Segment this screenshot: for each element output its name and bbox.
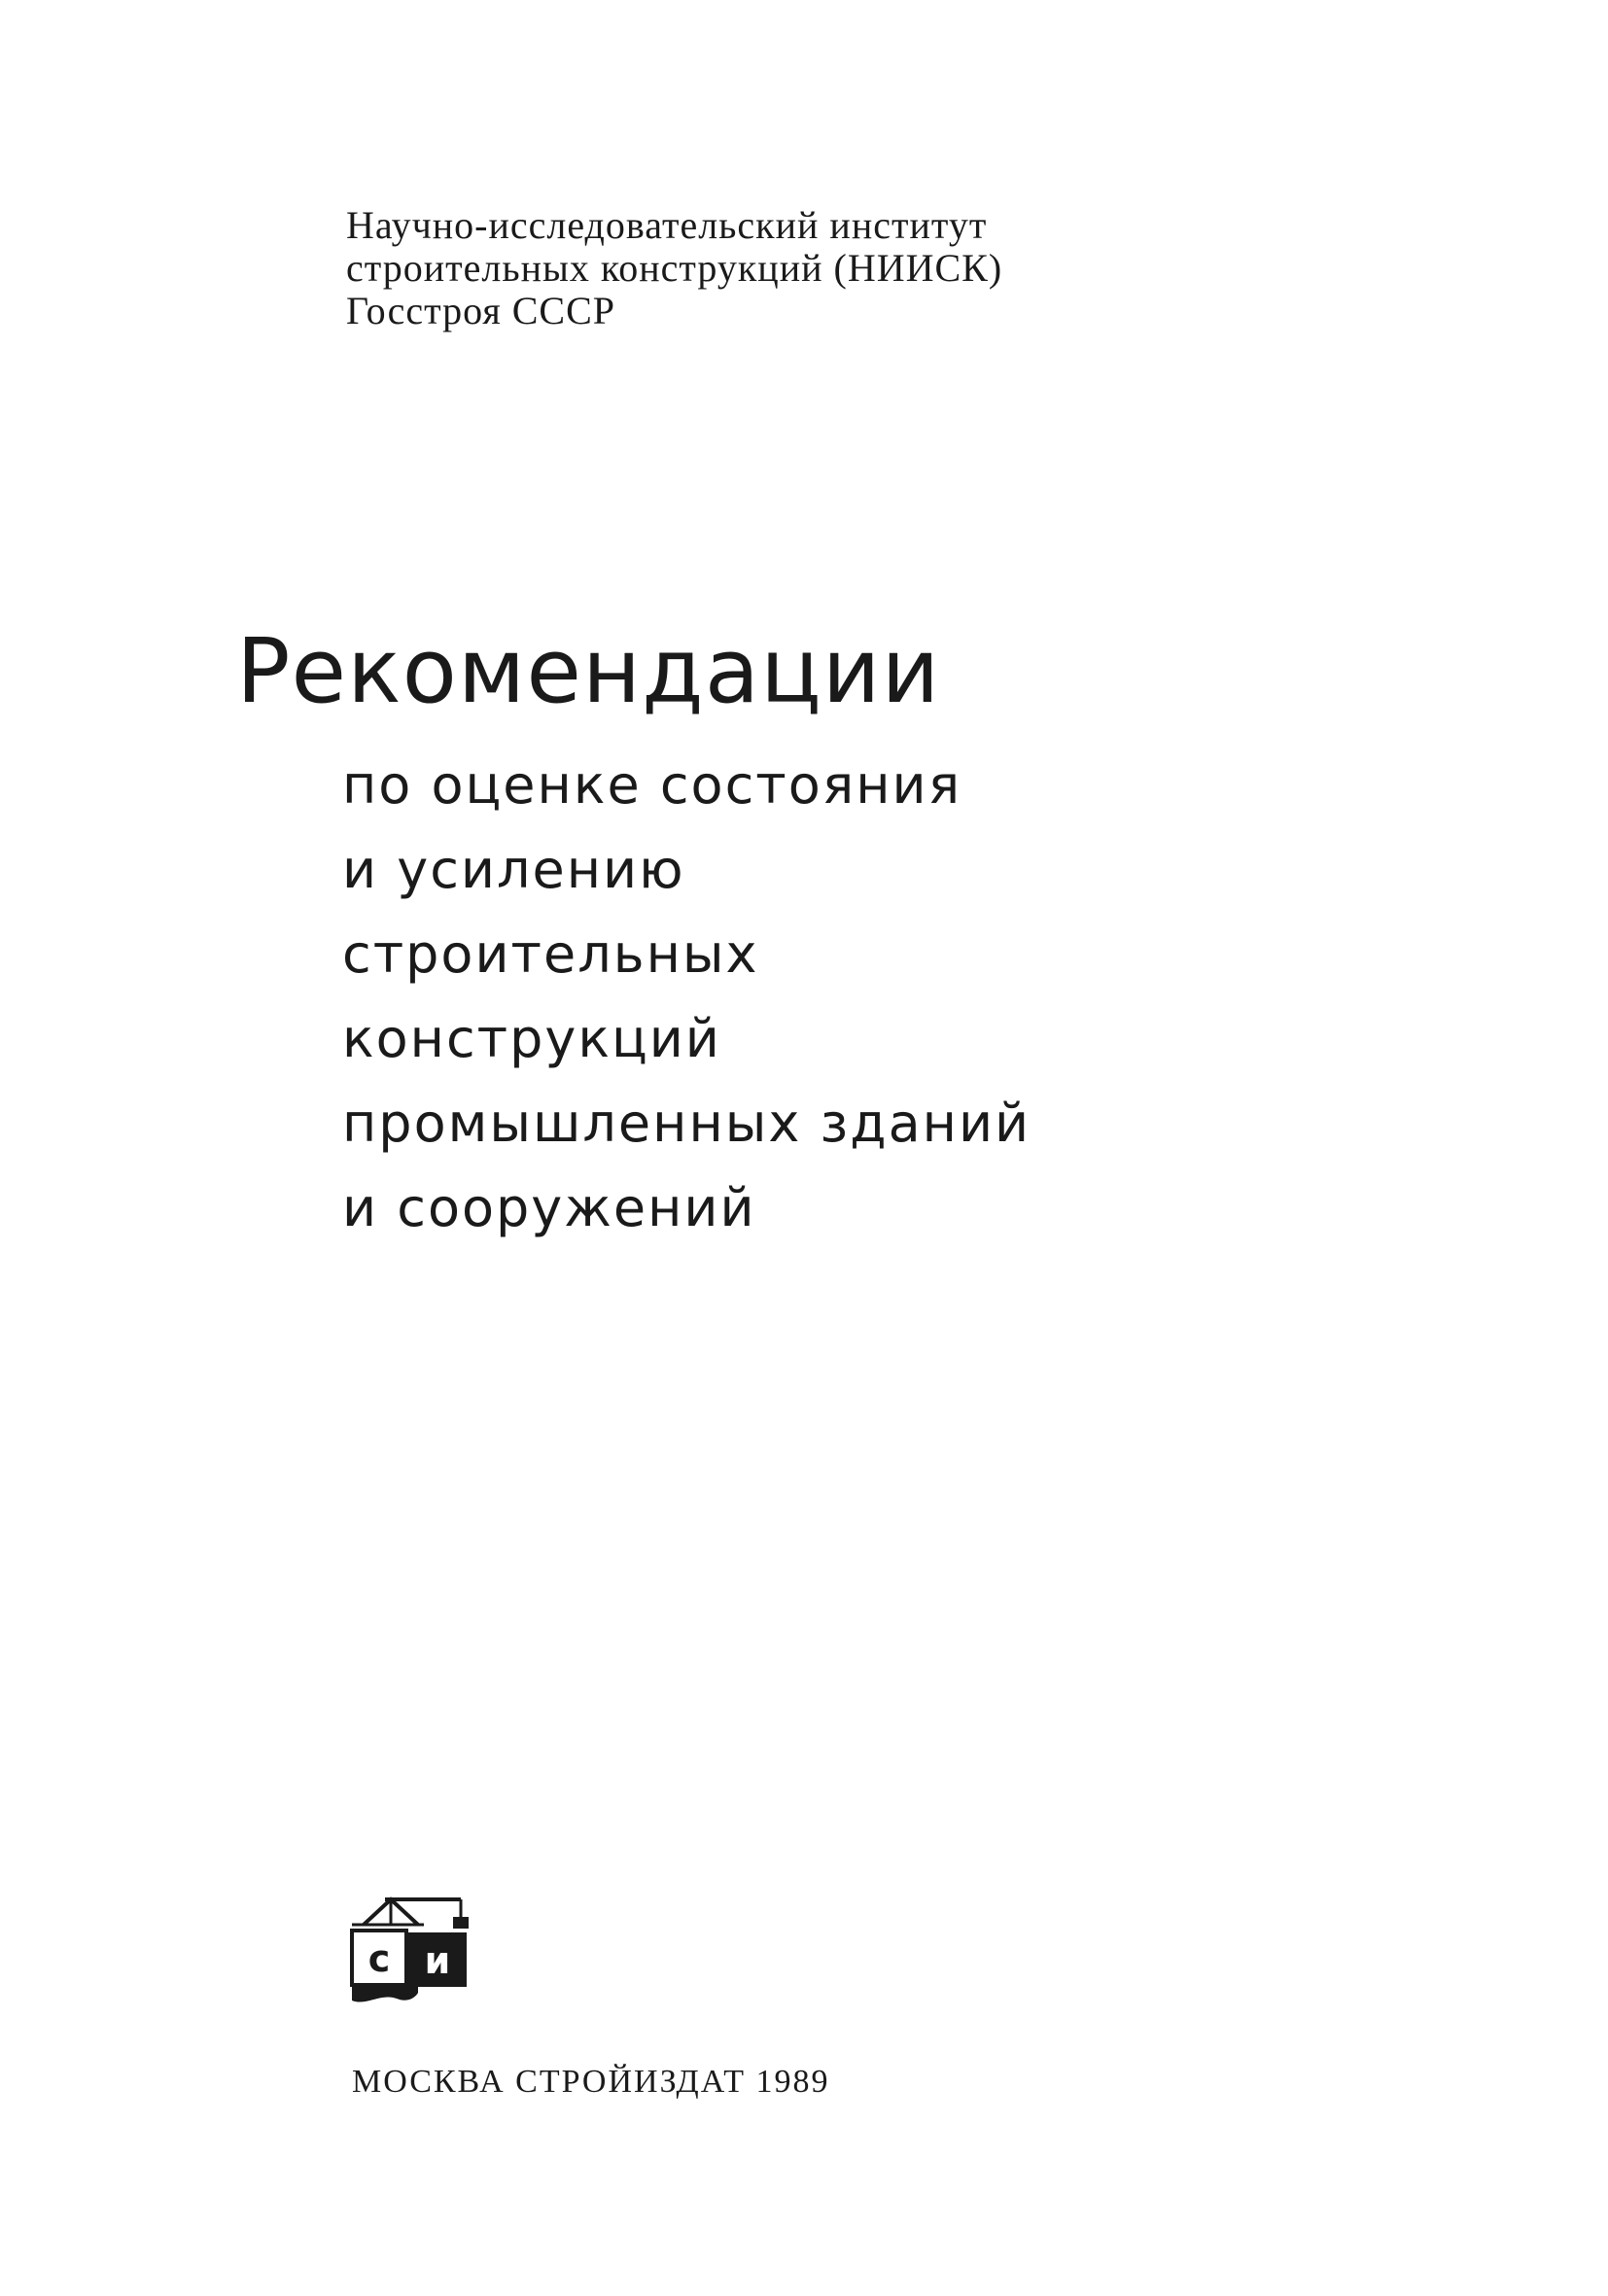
subtitle-line: и усилению: [342, 839, 685, 900]
subtitle-line: по оценке состояния: [342, 754, 962, 816]
subtitle-line: конструкций: [342, 1008, 721, 1069]
publisher-logo-icon: [346, 1896, 474, 2007]
subtitle-line: и сооружений: [342, 1177, 756, 1238]
institution-line: строительных конструкций (НИИСК): [346, 246, 1003, 290]
institution-line: Госстроя СССР: [346, 289, 616, 332]
imprint: МОСКВА СТРОЙИЗДАТ 1989: [352, 2064, 830, 2100]
page-title: Рекомендации: [236, 619, 941, 723]
subtitle-block: [342, 743, 1031, 1250]
logo-letter-s: с: [367, 1937, 391, 1980]
institution-block: [346, 204, 1002, 332]
institution-line: Научно-исследовательский институт: [346, 203, 988, 247]
subtitle-line: строительных: [342, 923, 759, 985]
subtitle-line: промышленных зданий: [342, 1093, 1031, 1154]
logo-letter-i: и: [424, 1939, 451, 1982]
